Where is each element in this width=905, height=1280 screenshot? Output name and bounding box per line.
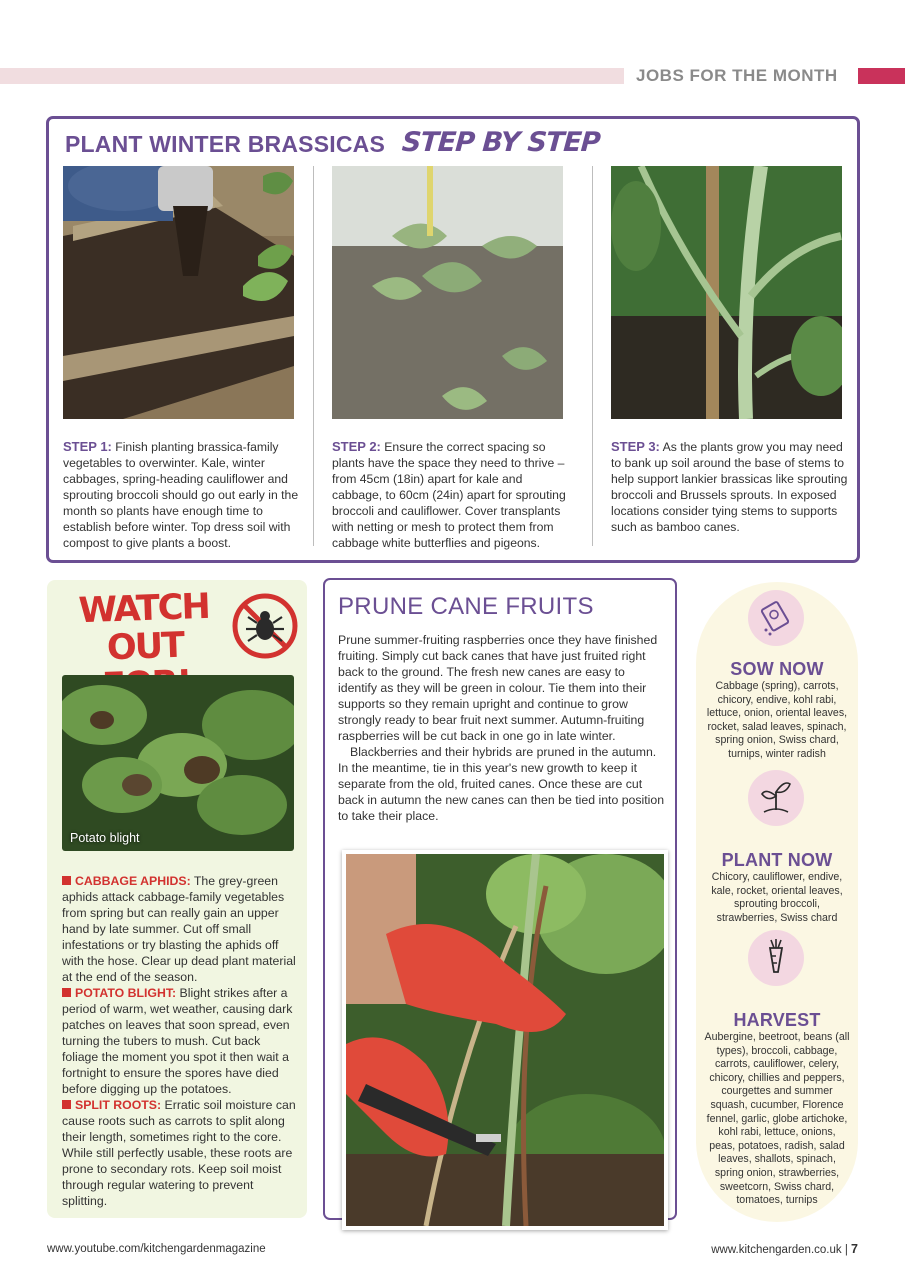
page-number: 7 [851, 1242, 858, 1256]
seed-packet-icon [748, 590, 804, 646]
gloved-hands-pruning-image [346, 854, 664, 1226]
step1-body: Finish planting brassica-family vegetables to overwinter. Kale, winter cabbages, spring-heading cauliflower and sprouting broccoli should go out early in the month so plants have enough time to establish before winter. Top dress soil with compost to give plants a boost. [63, 440, 299, 550]
step3-photo [611, 166, 842, 419]
harvest-list: Aubergine, beetroot, beans (all types), broccoli, cabbage, carrots, cauliflower, celery, chicory, chillies and peppers, courgettes and summer squash, cucumber, Florence fennel, garlic, globe artichoke, kohl rabi, lettuce, onions, peas, potatoes, radish, salad leaves, shallots, spinach, spring onion, strawberries, sweetcorn, Swiss chard, tomatoes, turnips [704, 1031, 850, 1207]
header-accent [858, 68, 905, 84]
bullet-square [62, 1100, 71, 1109]
footer-website-link[interactable]: www.kitchengarden.co.uk [711, 1244, 842, 1256]
prune-body [338, 632, 666, 824]
step3-label: STEP 3: [611, 439, 660, 454]
header-band [0, 68, 624, 84]
bullet-square [62, 876, 71, 885]
pest-list [62, 873, 298, 1209]
pest-body: Blight strikes after a period of warm, wet weather, causing dark patches on leaves that soon spread, even turning the tubers to mush. Cut back foliage the moment you spot it then wait a fortnight to ensure the spores have died before digging up the potatoes. [62, 986, 293, 1096]
prune-panel [323, 578, 677, 1220]
section-title: JOBS FOR THE MONTH [636, 66, 838, 85]
blighted-leaves-image [62, 675, 294, 851]
no-tick-icon [231, 592, 299, 660]
watch-title-line2: OUT [106, 625, 184, 669]
footer-youtube-link[interactable]: www.youtube.com/kitchengardenmagazine [47, 1243, 266, 1255]
bullet-square [62, 988, 71, 997]
calendar-column [696, 582, 858, 1222]
pest-body: The grey-green aphids attack cabbage-family vegetables from spring but can really gain an upper hand by late summer. Cut off small infestations or try blasting the aphids off with the hose. Clear up dead plant material at the end of the season. [62, 874, 296, 984]
step2-body: Ensure the correct spacing so plants have the space they need to thrive – from 45cm (18in) apart for kale and cabbage, to 60cm (24in) apart for sprouting broccoli and cauliflower. Cover transplants with netting or mesh to protect them from cabbage white butterflies and pigeons. [332, 440, 566, 550]
pruning-photo [342, 850, 668, 1230]
plant-now-list: Chicory, cauliflower, endive, kale, rocket, oriental leaves, sprouting broccoli, strawberries, Swiss chard [711, 871, 843, 924]
photo-caption: Potato blight [70, 831, 140, 845]
step1-label: STEP 1: [63, 439, 112, 454]
step1-photo [63, 166, 294, 419]
footer-right [711, 1242, 858, 1256]
netted-seedlings-image [332, 166, 563, 419]
staked-brassica-image [611, 166, 842, 419]
potato-blight-photo [62, 675, 294, 851]
prune-paragraph: Prune summer-fruiting raspberries once they have finished fruiting. Simply cut back canes that have just fruited right back to the ground. The fresh new canes are easy to identify as they will be green in colour. Tie them into their supports so they remain upright and continue to grow strongly ready to bear fruit next summer. Autumn-fruiting raspberries will be cut back in one go in late winter. [338, 633, 658, 743]
watch-title-line1: WATCH [77, 586, 210, 632]
pest-heading: CABBAGE APHIDS: [75, 874, 191, 888]
watch-out-panel [47, 580, 307, 1218]
brassicas-title: PLANT WINTER BRASSICAS [65, 131, 386, 157]
step2-text [332, 439, 570, 551]
harvest-heading: HARVEST [733, 1010, 821, 1030]
carrot-icon [748, 930, 804, 986]
pest-body: Erratic soil moisture can cause roots such as carrots to split along their length, sometimes right to the core. While still perfectly usable, these roots are prone to secondary rots. Keep soil moist through regular watering to prevent splitting. [62, 1098, 296, 1208]
sow-now-heading: SOW NOW [730, 659, 824, 679]
raised-bed-compost-image [63, 166, 294, 419]
prune-title: PRUNE CANE FRUITS [338, 593, 594, 620]
pest-heading: SPLIT ROOTS: [75, 1098, 162, 1112]
column-divider [592, 166, 593, 546]
prune-paragraph: Blackberries and their hybrids are pruned in the autumn. In the meantime, tie in this year's new growth to keep it separate from the old, fruited canes. Once these are cut back in autumn the new canes can then be tied into position to take their place. [338, 745, 665, 823]
step1-text [63, 439, 301, 551]
brassicas-subtitle: STEP BY STEP [400, 127, 601, 158]
brassicas-panel [46, 116, 860, 563]
seedling-icon [748, 770, 804, 826]
footer-separator: | [844, 1244, 848, 1256]
step2-label: STEP 2: [332, 439, 381, 454]
step2-photo [332, 166, 563, 419]
sow-now-list: Cabbage (spring), carrots, chicory, endive, kohl rabi, lettuce, onion, oriental leaves, rocket, salad leaves, spinach, spring onion, Swiss chard, turnips, winter radish [706, 680, 848, 760]
column-divider [313, 166, 314, 546]
step3-text [611, 439, 849, 535]
step3-body: As the plants grow you may need to bank up soil around the base of stems to help support lankier brassicas like sprouting broccoli and Brussels sprouts. In exposed locations consider tying stems to supports such as bamboo canes. [611, 440, 848, 534]
plant-now-heading: PLANT NOW [721, 850, 833, 870]
pest-heading: POTATO BLIGHT: [75, 986, 177, 1000]
